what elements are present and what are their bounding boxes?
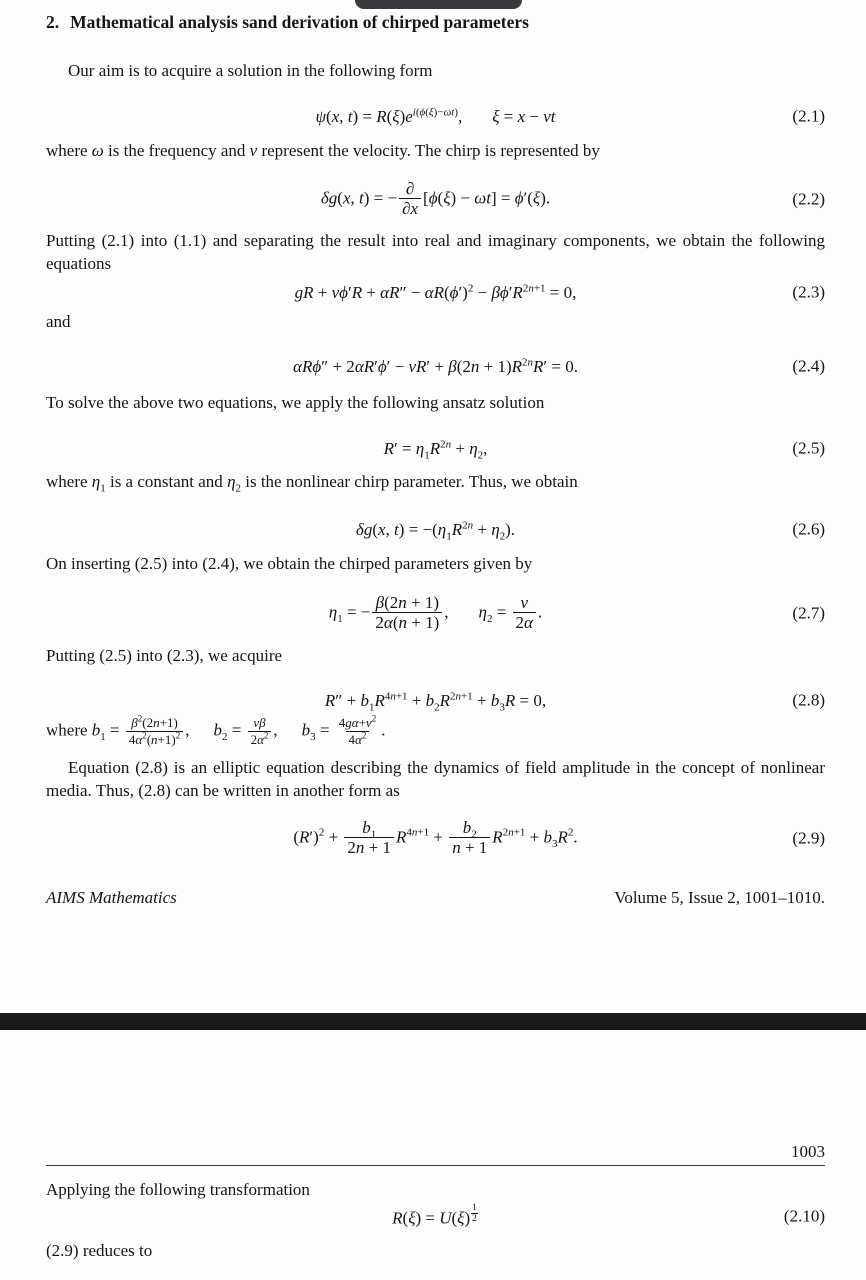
section-number: 2. [46, 12, 60, 32]
equation-2-2-math: δg(x, t) = − $\frac{\partial}{\partial x}$ [ϕ(ξ) − ωt] = ϕ′(ξ). [320, 178, 551, 219]
paragraph-aim: Our aim is to acquire a solution in the following form [68, 61, 433, 80]
equation-2-6-math: δg(x, $t) = -(\eta_1R^{2n} + \eta_2)$. [355, 518, 516, 542]
header-rule [46, 1165, 825, 1166]
equation-2-10-label: (2.10) [783, 1206, 825, 1226]
top-tab-handle[interactable] [355, 0, 522, 9]
equation-2-3-label: (2.3) [792, 282, 825, 302]
equation-2-4-math: $\alpha R\phi'' + 2\alpha R'\phi' - vR' + \beta(2n + 1)R^{2n}R' = 0$. [293, 355, 578, 376]
paragraph-elliptic: Equation (2.8) is an elliptic equation describing the dynamics of field amplitude in the concept of nonlinear media. Thus, (2.8) can be written in another form as [46, 758, 825, 800]
equation-2-2 [46, 170, 825, 228]
equation-2-8 [46, 684, 825, 716]
equation-2-8-label: (2.8) [792, 690, 825, 710]
equation-2-1-label: (2.1) [792, 106, 825, 126]
equation-2-1 [46, 101, 825, 131]
equation-2-9-label: (2.9) [792, 828, 825, 848]
equation-2-6 [46, 513, 825, 545]
paragraph-and: and [46, 312, 71, 331]
equation-2-5-label: (2.5) [792, 438, 825, 458]
paragraph-where-eta: where $\eta_1$ is a constant and $\eta_2$ is the nonlinear chirp parameter. Thus, we obtain [46, 472, 578, 495]
paragraph-where-omega: where ω is the frequency and v represent the velocity. The chirp is represented by [46, 141, 600, 160]
equation-2-5 [46, 433, 825, 463]
equation-2-1-math: ψ(x, $t) = R(\xi)e^{i(\phi(\xi)-\omega t)}$, ξ = x − vt [315, 105, 556, 126]
journal-name: AIMS Mathematics [46, 888, 177, 907]
section-heading [46, 11, 825, 34]
paragraph-putting-2-5: Putting (2.5) into (2.3), we acquire [46, 646, 283, 665]
equation-2-7 [46, 584, 825, 642]
paragraph-reduces: (2.9) reduces to [46, 1241, 153, 1260]
volume-info: Volume 5, Issue 2, 1001–1010. [614, 888, 825, 907]
equation-2-7-label: (2.7) [792, 603, 825, 623]
paragraph-to-solve: To solve the above two equations, we apply the following ansatz solution [46, 393, 545, 412]
paragraph-putting-2-1: Putting (2.1) into (1.1) and separating the result into real and imaginary components, we obtain the following equations [46, 231, 825, 273]
equation-2-8-math: $R'' + b_1R^{4n+1} + b_2R^{2n+1} + b_3R = 0$, [324, 689, 547, 713]
equation-2-3-math: gR + $v\phi'R + \alpha R'' - \alpha R(\phi')^2 - \beta\phi'R^{2n+1} = 0$, [294, 281, 577, 302]
equation-2-4-label: (2.4) [792, 356, 825, 376]
paragraph-on-inserting: On inserting (2.5) into (2.4), we obtain the chirped parameters given by [46, 554, 533, 573]
equation-2-10 [46, 1200, 825, 1232]
equation-2-7-math: $\eta_1$ = − $\frac{\beta(2n + 1)}{2\alpha(n + 1)}$ , $\eta_2$ = $\frac{v}{2\alpha}$ . [328, 592, 543, 633]
section-title: Mathematical analysis sand derivation of chirped parameters [70, 12, 529, 32]
equation-2-3 [46, 277, 825, 307]
equation-2-2-label: (2.2) [792, 189, 825, 209]
equation-2-10-math: R(ξ) = U(ξ) $^{\frac{1}{2}}$ [392, 1202, 477, 1228]
page1-footer [46, 886, 825, 909]
equation-2-4 [46, 351, 825, 381]
equation-2-9-math: $(R')^2$ + $\frac{b_1}{2n + 1}$ $R^{4n+1}$ + $\frac{b_2}{n + 1}$ $R^{2n+1} + b_3R^2$. [293, 817, 578, 858]
page-separator-bar [0, 1013, 866, 1030]
page-number: 1003 [791, 1142, 825, 1161]
paragraph-applying: Applying the following transformation [46, 1180, 310, 1199]
paragraph-where-b: where $b_1$ = $\frac{\beta^2(2n+1)}{4\alpha^2(n+1)^2}$ , $b_2$ = $\frac{v\beta}{2\alpha^2}$ , $b_3$ = $\frac{4g\alpha+v^2}{4\alpha^2}$ . [46, 713, 386, 747]
equation-2-6-label: (2.6) [792, 519, 825, 539]
equation-2-5-math: $R' = \eta_1R^{2n} + \eta_2$, [383, 437, 488, 461]
equation-2-9 [46, 808, 825, 868]
